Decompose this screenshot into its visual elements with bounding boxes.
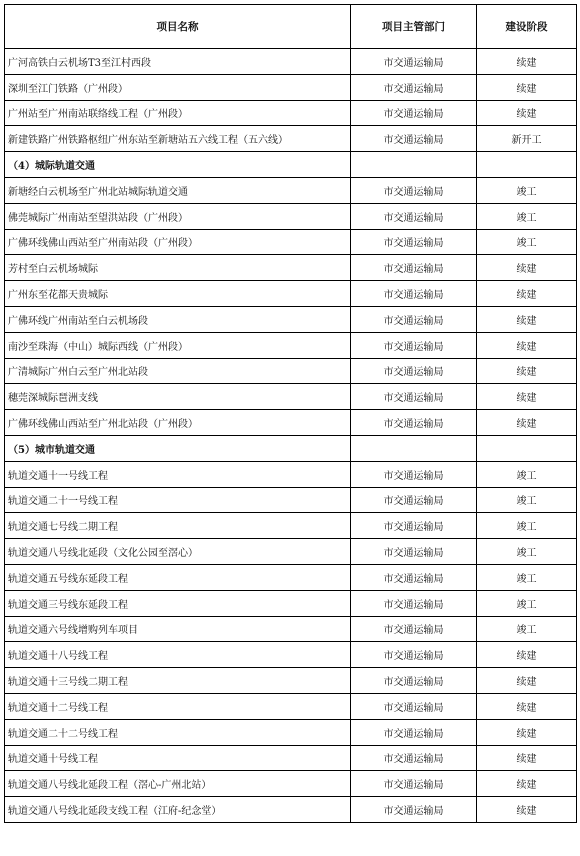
project-name-cell: 轨道交通十号线工程 — [5, 745, 351, 771]
department-cell: 市交通运输局 — [351, 410, 477, 436]
project-name-cell: 广佛环线广州南站至白云机场段 — [5, 306, 351, 332]
stage-cell: 续建 — [477, 332, 577, 358]
project-name-cell: 轨道交通六号线增购列车项目 — [5, 616, 351, 642]
stage-cell: 竣工 — [477, 203, 577, 229]
department-cell: 市交通运输局 — [351, 49, 477, 75]
table-row — [5, 616, 577, 642]
stage-cell: 竣工 — [477, 616, 577, 642]
table-row — [5, 642, 577, 668]
department-cell: 市交通运输局 — [351, 203, 477, 229]
section-header-row — [5, 152, 577, 178]
stage-cell: 续建 — [477, 410, 577, 436]
stage-cell: 竣工 — [477, 487, 577, 513]
department-cell: 市交通运输局 — [351, 255, 477, 281]
project-name-cell: 南沙至珠海（中山）城际西线（广州段） — [5, 332, 351, 358]
department-cell: 市交通运输局 — [351, 358, 477, 384]
table-row — [5, 177, 577, 203]
department-cell: 市交通运输局 — [351, 797, 477, 823]
table-row — [5, 513, 577, 539]
stage-cell: 竣工 — [477, 564, 577, 590]
table-row — [5, 745, 577, 771]
table-row — [5, 358, 577, 384]
stage-cell: 续建 — [477, 771, 577, 797]
table-body — [5, 49, 577, 823]
section-header-row — [5, 435, 577, 461]
project-name-cell: 广佛环线佛山西站至广州南站段（广州段） — [5, 229, 351, 255]
stage-cell: 续建 — [477, 306, 577, 332]
department-cell: 市交通运输局 — [351, 487, 477, 513]
department-cell: 市交通运输局 — [351, 539, 477, 565]
department-cell: 市交通运输局 — [351, 177, 477, 203]
stage-cell: 续建 — [477, 74, 577, 100]
stage-cell: 续建 — [477, 719, 577, 745]
project-name-cell: 轨道交通十八号线工程 — [5, 642, 351, 668]
table-row — [5, 100, 577, 126]
stage-cell: 续建 — [477, 384, 577, 410]
stage-cell: 竣工 — [477, 539, 577, 565]
department-cell: 市交通运输局 — [351, 229, 477, 255]
department-cell: 市交通运输局 — [351, 306, 477, 332]
table-row — [5, 74, 577, 100]
department-cell: 市交通运输局 — [351, 616, 477, 642]
table-row — [5, 306, 577, 332]
header-project-name: 项目名称 — [5, 5, 351, 49]
project-name-cell: 广州站至广州南站联络线工程（广州段） — [5, 100, 351, 126]
department-cell: 市交通运输局 — [351, 642, 477, 668]
table-row — [5, 461, 577, 487]
department-cell: 市交通运输局 — [351, 590, 477, 616]
project-name-cell: 轨道交通二十二号线工程 — [5, 719, 351, 745]
stage-cell: 续建 — [477, 693, 577, 719]
section-empty-cell — [351, 435, 477, 461]
stage-cell: 竣工 — [477, 590, 577, 616]
table-row — [5, 126, 577, 152]
department-cell: 市交通运输局 — [351, 126, 477, 152]
stage-cell: 续建 — [477, 668, 577, 694]
stage-cell: 续建 — [477, 255, 577, 281]
department-cell: 市交通运输局 — [351, 745, 477, 771]
department-cell: 市交通运输局 — [351, 513, 477, 539]
table-row — [5, 49, 577, 75]
project-name-cell: 轨道交通二十一号线工程 — [5, 487, 351, 513]
table-row — [5, 719, 577, 745]
table-row — [5, 693, 577, 719]
section-empty-cell — [477, 435, 577, 461]
department-cell: 市交通运输局 — [351, 668, 477, 694]
project-name-cell: 新塘经白云机场至广州北站城际轨道交通 — [5, 177, 351, 203]
department-cell: 市交通运输局 — [351, 693, 477, 719]
table-row — [5, 487, 577, 513]
project-name-cell: 轨道交通八号线北延段工程（滘心-广州北站） — [5, 771, 351, 797]
project-name-cell: 佛莞城际广州南站至望洪站段（广州段） — [5, 203, 351, 229]
table-header-row — [5, 5, 577, 49]
header-stage: 建设阶段 — [477, 5, 577, 49]
table-row — [5, 203, 577, 229]
stage-cell: 竣工 — [477, 229, 577, 255]
stage-cell: 续建 — [477, 358, 577, 384]
table-row — [5, 668, 577, 694]
section-title: （4）城际轨道交通 — [5, 152, 351, 178]
project-name-cell: 深圳至江门铁路（广州段） — [5, 74, 351, 100]
project-name-cell: 轨道交通三号线东延段工程 — [5, 590, 351, 616]
stage-cell: 竣工 — [477, 461, 577, 487]
table-row — [5, 590, 577, 616]
section-empty-cell — [351, 152, 477, 178]
table-row — [5, 229, 577, 255]
section-empty-cell — [477, 152, 577, 178]
stage-cell: 竣工 — [477, 177, 577, 203]
project-name-cell: 新建铁路广州铁路枢纽广州东站至新塘站五六线工程（五六线） — [5, 126, 351, 152]
department-cell: 市交通运输局 — [351, 100, 477, 126]
department-cell: 市交通运输局 — [351, 719, 477, 745]
stage-cell: 竣工 — [477, 513, 577, 539]
stage-cell: 新开工 — [477, 126, 577, 152]
project-name-cell: 轨道交通八号线北延段支线工程（江府-纪念堂） — [5, 797, 351, 823]
department-cell: 市交通运输局 — [351, 564, 477, 590]
table-row — [5, 797, 577, 823]
table-row — [5, 771, 577, 797]
stage-cell: 续建 — [477, 745, 577, 771]
department-cell: 市交通运输局 — [351, 384, 477, 410]
table-row — [5, 281, 577, 307]
project-name-cell: 广州东至花都天贵城际 — [5, 281, 351, 307]
stage-cell: 续建 — [477, 642, 577, 668]
project-table — [4, 4, 577, 823]
project-name-cell: 芳村至白云机场城际 — [5, 255, 351, 281]
table-row — [5, 539, 577, 565]
department-cell: 市交通运输局 — [351, 771, 477, 797]
project-name-cell: 轨道交通七号线二期工程 — [5, 513, 351, 539]
project-name-cell: 轨道交通八号线北延段（文化公园至滘心） — [5, 539, 351, 565]
project-name-cell: 广清城际广州白云至广州北站段 — [5, 358, 351, 384]
department-cell: 市交通运输局 — [351, 74, 477, 100]
project-name-cell: 轨道交通十一号线工程 — [5, 461, 351, 487]
stage-cell: 续建 — [477, 797, 577, 823]
department-cell: 市交通运输局 — [351, 281, 477, 307]
project-name-cell: 轨道交通十三号线二期工程 — [5, 668, 351, 694]
stage-cell: 续建 — [477, 49, 577, 75]
project-name-cell: 广佛环线佛山西站至广州北站段（广州段） — [5, 410, 351, 436]
table-row — [5, 564, 577, 590]
table-row — [5, 255, 577, 281]
section-title: （5）城市轨道交通 — [5, 435, 351, 461]
stage-cell: 续建 — [477, 100, 577, 126]
table-row — [5, 384, 577, 410]
project-name-cell: 广河高铁白云机场T3至江村西段 — [5, 49, 351, 75]
project-table-page — [4, 4, 576, 823]
department-cell: 市交通运输局 — [351, 461, 477, 487]
project-name-cell: 轨道交通十二号线工程 — [5, 693, 351, 719]
header-department: 项目主管部门 — [351, 5, 477, 49]
stage-cell: 续建 — [477, 281, 577, 307]
department-cell: 市交通运输局 — [351, 332, 477, 358]
project-name-cell: 穗莞深城际琶洲支线 — [5, 384, 351, 410]
table-row — [5, 332, 577, 358]
table-row — [5, 410, 577, 436]
project-name-cell: 轨道交通五号线东延段工程 — [5, 564, 351, 590]
